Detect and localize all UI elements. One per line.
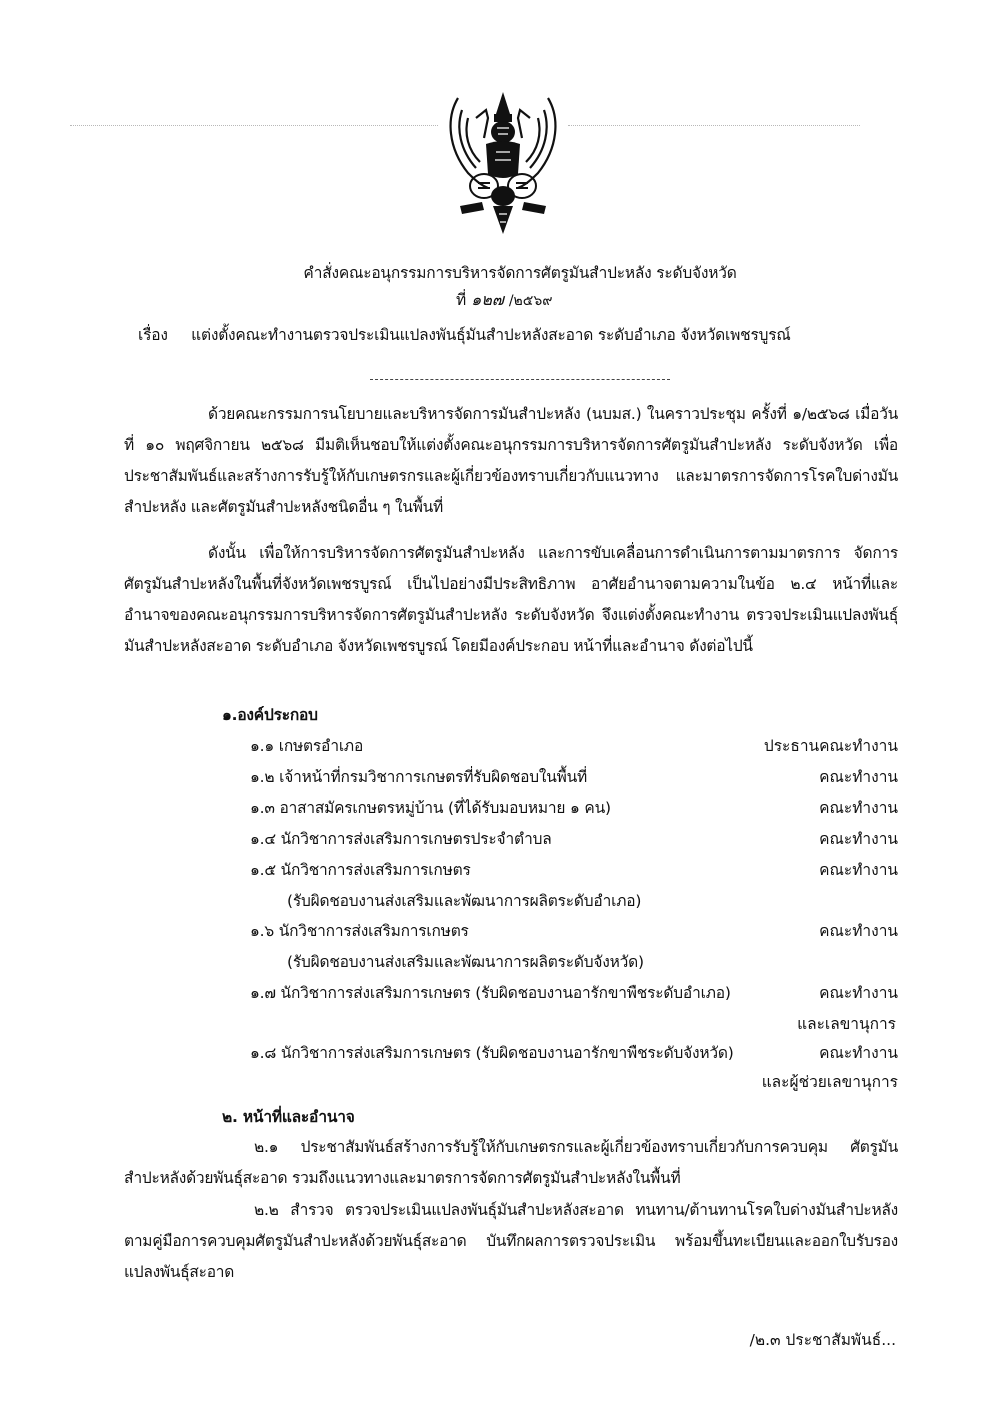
member-1-4-role: คณะทำงาน: [819, 830, 898, 848]
subject-text: แต่งตั้งคณะทำงานตรวจประเมินแปลงพันธุ์มันสำปะหลังสะอาด ระดับอำเภอ จังหวัดเพชรบูรณ์: [191, 326, 791, 344]
member-1-6-label: ๑.๖ นักวิชาการส่งเสริมการเกษตร: [250, 922, 469, 940]
order-number-handwritten: ๑๒๗: [471, 290, 504, 309]
continuation-note: /๒.๓ ประชาสัมพันธ์...: [749, 1331, 896, 1349]
garuda-emblem-icon: [438, 88, 568, 238]
order-number-year: /๒๕๖๙: [508, 293, 553, 309]
top-dotted-rule: [70, 125, 438, 126]
paragraph-1-text: ด้วยคณะกรรมการนโยบายและบริหารจัดการมันสำปะหลัง (นบมส.) ในคราวประชุม ครั้งที่ ๑/๒๕๖๘ เมื่อวันที่ ๑๐ พฤศจิกายน ๒๕๖๘ มีมติเห็นชอบให้แต่งตั้งคณะอนุกรรมการบริหารจัดการศัตรูมันสำปะหลัง ระดับจังหวัด เพื่อประชาสัมพันธ์และสร้างการรับรู้ให้กับเกษตรกรและผู้เกี่ยวข้องทราบเกี่ยวกับแนวทาง และมาตรการจัดการโรคใบด่างมันสำปะหลัง และศัตรูมันสำปะหลังชนิดอื่น ๆ ในพื้นที่: [124, 405, 898, 516]
document-title: คำสั่งคณะอนุกรรมการบริหารจัดการศัตรูมันสำปะหลัง ระดับจังหวัด: [303, 264, 737, 282]
section-2-item-1: [124, 1132, 898, 1194]
member-1-5-sub: (รับผิดชอบงานส่งเสริมและพัฒนาการผลิตระดับอำเภอ): [287, 892, 642, 910]
separator-rule: [370, 379, 670, 380]
member-1-2-label: ๑.๒ เจ้าหน้าที่กรมวิชาการเกษตรที่รับผิดชอบในพื้นที่: [250, 768, 588, 786]
member-1-4-label: ๑.๔ นักวิชาการส่งเสริมการเกษตรประจำตำบล: [250, 830, 552, 848]
paragraph-2-text: ดังนั้น เพื่อให้การบริหารจัดการศัตรูมันสำปะหลัง และการขับเคลื่อนการดำเนินการตามมาตรการ จัดการศัตรูมันสำปะหลังในพื้นที่จังหวัดเพชรบูรณ์ เป็นไปอย่างมีประสิทธิภาพ อาศัยอำนาจตามความในข้อ ๒.๔ หน้าที่และอำนาจของคณะอนุกรรมการบริหารจัดการศัตรูมันสำปะหลัง ระดับจังหวัด จึงแต่งตั้งคณะทำงาน ตรวจประเมินแปลงพันธุ์มันสำปะหลังสะอาด ระดับอำเภอ จังหวัดเพชรบูรณ์ โดยมีองค์ประกอบ หน้าที่และอำนาจ ดังต่อไปนี้: [124, 544, 898, 655]
member-1-5-label: ๑.๕ นักวิชาการส่งเสริมการเกษตร: [250, 861, 471, 879]
section-1-heading: ๑.องค์ประกอบ: [222, 706, 318, 724]
member-1-7-label: ๑.๗ นักวิชาการส่งเสริมการเกษตร (รับผิดชอบงานอารักขาพืชระดับอำเภอ): [250, 984, 731, 1002]
subject-line: [138, 325, 791, 345]
section-2-item-1-text: ๒.๑ ประชาสัมพันธ์สร้างการรับรู้ให้กับเกษตรกรและผู้เกี่ยวข้องทราบเกี่ยวกับการควบคุม ศัตรูมันสำปะหลังด้วยพันธุ์สะอาด รวมถึงแนวทางและมาตรการจัดการศัตรูมันสำปะหลังในพื้นที่: [124, 1138, 898, 1187]
section-2-item-2-text: ๒.๒ สำรวจ ตรวจประเมินแปลงพันธุ์มันสำปะหลังสะอาด ทนทาน/ต้านทานโรคใบด่างมันสำปะหลัง ตามคู่มือการควบคุมศัตรูมันสำปะหลังด้วยพันธุ์สะอาด บันทึกผลการตรวจประเมิน พร้อมขึ้นทะเบียนและออกใบรับรอง แปลงพันธุ์สะอาด: [124, 1201, 898, 1281]
member-1-8-role: คณะทำงาน: [819, 1044, 898, 1062]
member-1-5-role: คณะทำงาน: [819, 861, 898, 879]
top-dotted-rule-right: [568, 125, 860, 126]
member-1-6-sub: (รับผิดชอบงานส่งเสริมและพัฒนาการผลิตระดับจังหวัด): [287, 953, 644, 971]
member-1-1-role: ประธานคณะทำงาน: [763, 737, 898, 755]
subject-label: เรื่อง: [138, 326, 168, 344]
order-number: [456, 290, 553, 311]
member-1-3-label: ๑.๓ อาสาสมัครเกษตรหมู่บ้าน (ที่ได้รับมอบหมาย ๑ คน): [250, 799, 611, 817]
member-1-7-role: คณะทำงาน: [819, 984, 898, 1002]
member-1-2-role: คณะทำงาน: [819, 768, 898, 786]
member-1-3-role: คณะทำงาน: [819, 799, 898, 817]
section-2-heading: ๒. หน้าที่และอำนาจ: [222, 1108, 355, 1126]
member-1-6-role: คณะทำงาน: [819, 922, 898, 940]
member-1-8-label: ๑.๘ นักวิชาการส่งเสริมการเกษตร (รับผิดชอบงานอารักขาพืชระดับจังหวัด): [250, 1044, 734, 1062]
member-1-8-role-secondary: และผู้ช่วยเลขานุการ: [761, 1073, 898, 1091]
paragraph-1: [124, 399, 898, 523]
member-1-1-label: ๑.๑ เกษตรอำเภอ: [250, 737, 364, 755]
paragraph-2: [124, 538, 898, 662]
order-number-prefix: ที่: [456, 291, 467, 309]
section-2-item-2: [124, 1195, 898, 1288]
member-1-7-role-secondary: และเลขานุการ: [797, 1015, 896, 1033]
